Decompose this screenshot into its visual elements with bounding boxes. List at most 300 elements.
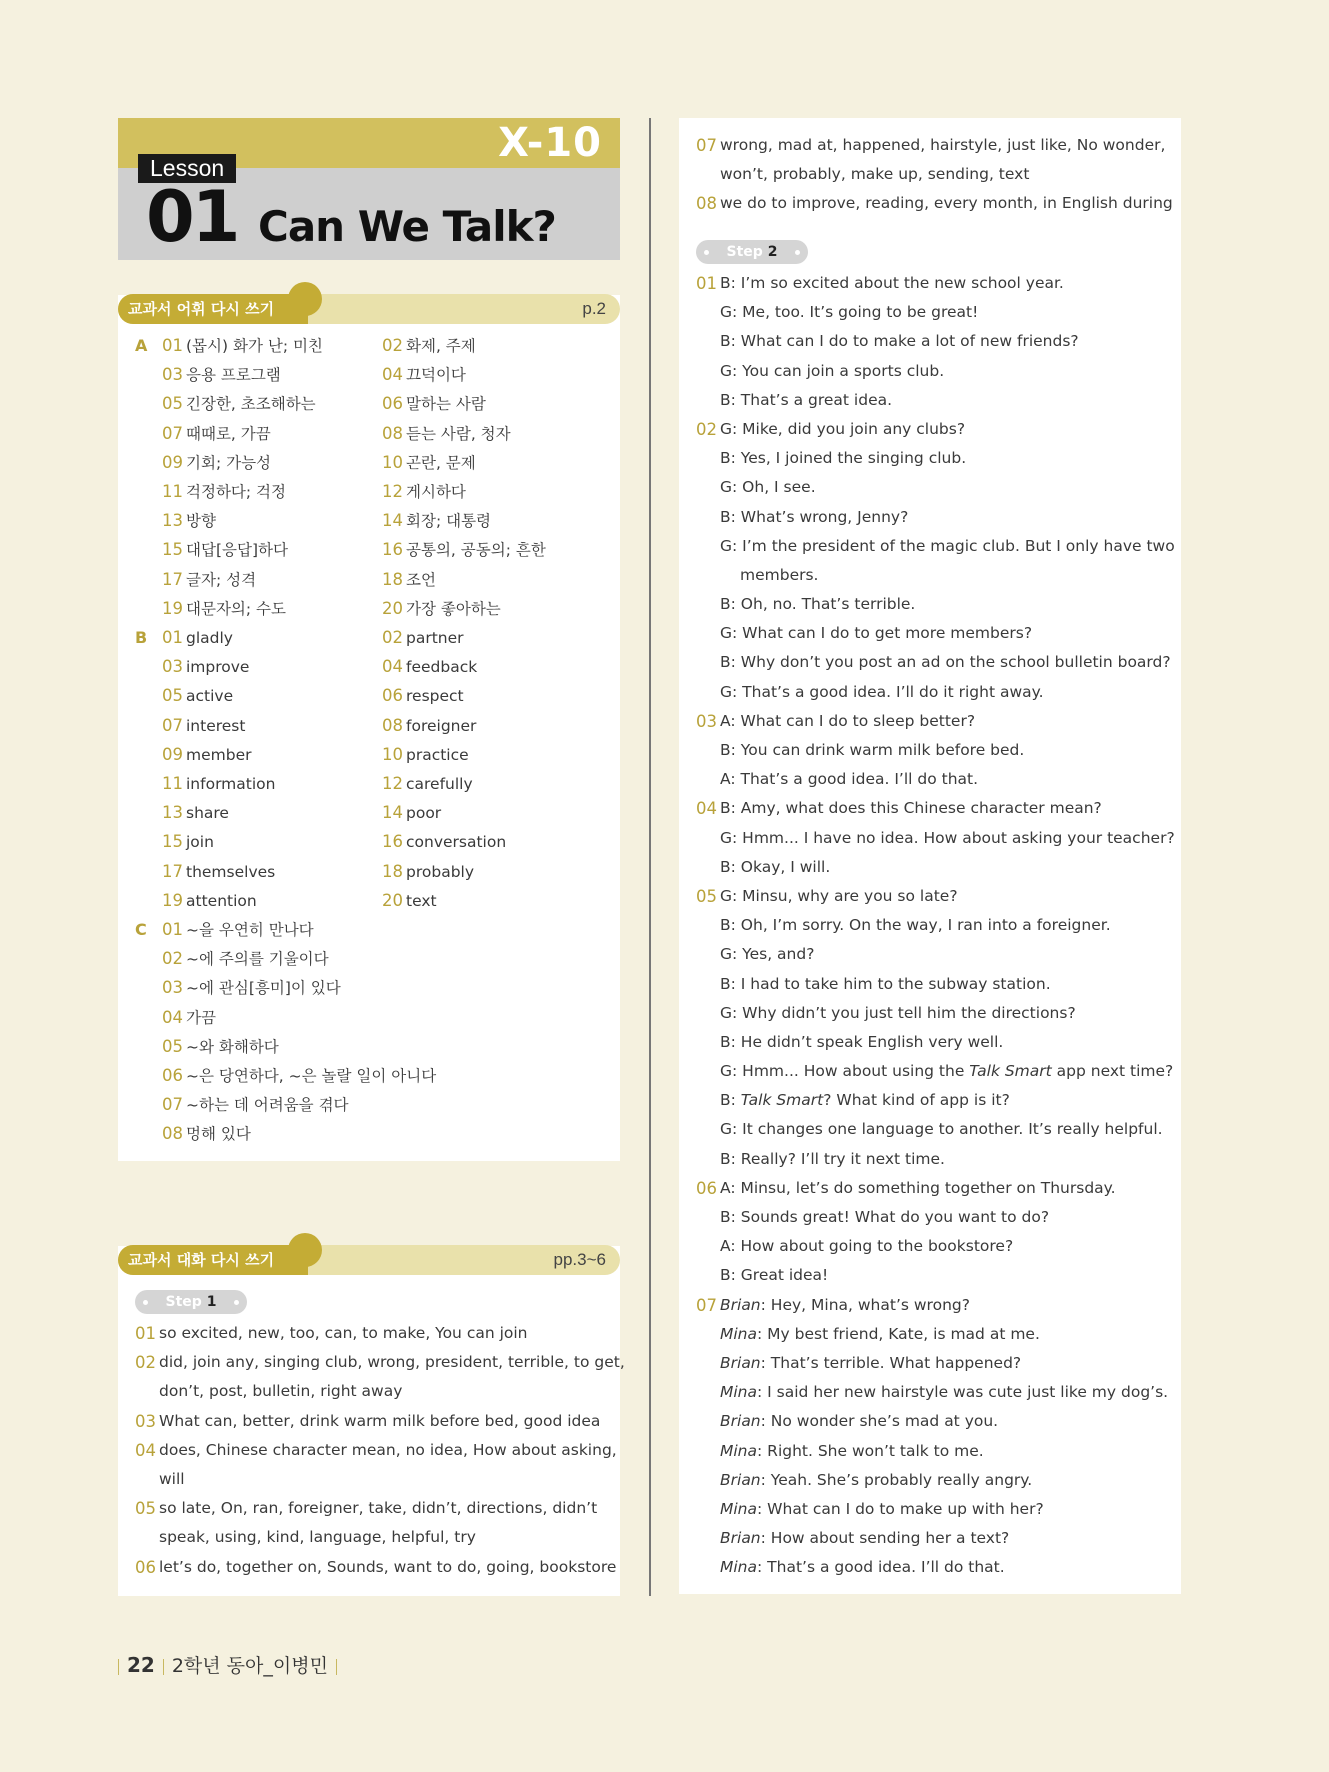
item-text: respect: [406, 687, 464, 706]
answer-line: [696, 1028, 1164, 1057]
vocab-item: [162, 1003, 436, 1032]
speaker: G: [720, 536, 733, 555]
item-number: 05: [162, 394, 183, 414]
vocab-item: [382, 740, 506, 769]
answer-text: G: Hmm... I have no idea. How about asking your teacher?: [720, 828, 1175, 847]
speaker: B: [720, 449, 731, 468]
answer-text: B: I’m so excited about the new school year.: [720, 274, 1064, 292]
vocab-item: [162, 623, 275, 652]
vocab-item: [162, 448, 323, 477]
answer-line: [696, 415, 1164, 444]
answer-line: [696, 1261, 1164, 1290]
item-text: gladly: [186, 629, 233, 647]
vocab-item: [162, 565, 323, 594]
vocab-item: [382, 857, 506, 886]
item-number: 07: [696, 136, 717, 155]
item-text: 대답[응답]하다: [186, 541, 288, 560]
speaker: B: [720, 274, 731, 292]
item-number: 14: [382, 511, 403, 531]
item-number: 01: [135, 1324, 156, 1343]
item-number: 11: [162, 773, 183, 793]
item-number: 09: [162, 452, 183, 472]
speaker: A: [720, 770, 731, 789]
answer-text: G: Why didn’t you just tell him the directions?: [720, 1003, 1076, 1022]
speaker: B: [720, 653, 731, 672]
item-number: 06: [162, 1065, 183, 1085]
vocab-item: [162, 857, 275, 886]
step1-number: 1: [206, 1294, 217, 1310]
answer-text: B: Amy, what does this Chinese character mean?: [720, 799, 1102, 818]
answer-text: wrong, mad at, happened, hairstyle, just like, No wonder,: [720, 136, 1166, 154]
item-text: 곤란, 문제: [406, 453, 476, 472]
item-number: 07: [162, 423, 183, 443]
speaker: B: [720, 390, 731, 409]
item-number: 04: [696, 799, 717, 819]
item-text: share: [186, 804, 229, 823]
answer-text: let’s do, together on, Sounds, want to do, going, bookstore: [159, 1557, 617, 1576]
answer-line: [135, 1494, 605, 1523]
item-number: 12: [382, 773, 403, 793]
answer-line: [696, 1466, 1164, 1495]
item-text: feedback: [406, 658, 478, 677]
speaker: G: [720, 1120, 733, 1139]
dot-icon: [234, 1300, 239, 1305]
speaker: G: [720, 1003, 733, 1022]
item-number: 18: [382, 861, 403, 881]
speaker: B: [720, 595, 731, 614]
answer-line: [696, 824, 1175, 853]
item-text: 가장 좋아하는: [406, 599, 501, 618]
item-text: ~와 화해하다: [186, 1037, 279, 1056]
answer-text: Mina: Right. She won’t talk to me.: [720, 1441, 984, 1460]
answer-text: B: Sounds great! What do you want to do?: [720, 1208, 1050, 1226]
answer-text: B: Talk Smart? What kind of app is it?: [720, 1091, 1010, 1110]
step2-dialogs: [696, 269, 1175, 1582]
vocab-item: [162, 798, 275, 827]
speaker: A: [720, 1178, 731, 1197]
vocab-item: [162, 1032, 436, 1061]
answer-text: B: Really? I’ll try it next time.: [720, 1149, 945, 1168]
speaker: A: [720, 1237, 731, 1256]
item-text: information: [186, 774, 276, 793]
answer-text: A: How about going to the bookstore?: [720, 1237, 1014, 1256]
vocab-item: [382, 652, 506, 681]
answer-line: [696, 648, 1171, 677]
answer-text: G: I’m the president of the magic club. But I only have two: [720, 536, 1175, 555]
vocab-item: [382, 389, 546, 418]
dialog-page-ref: pp.3~6: [553, 1250, 606, 1269]
answer-line: [696, 503, 1164, 532]
step2-pill: [696, 240, 808, 264]
answer-line: [696, 1553, 1164, 1582]
answer-text: speak, using, kind, language, helpful, try: [159, 1528, 476, 1547]
speaker: Brian: [720, 1295, 761, 1314]
item-number: 06: [696, 1178, 717, 1198]
item-number: 11: [162, 481, 183, 501]
speaker: G: [720, 1062, 733, 1081]
speaker: Brian: [720, 1412, 761, 1431]
speaker: G: [720, 419, 733, 438]
answer-text: B: Oh, I’m sorry. On the way, I ran into a foreigner.: [720, 916, 1111, 935]
answer-line: [696, 1115, 1164, 1144]
answer-text: B: He didn’t speak English very well.: [720, 1032, 1004, 1051]
answer-text: Brian: Yeah. She’s probably really angry.: [720, 1470, 1033, 1489]
answer-line: [696, 1174, 1164, 1203]
answer-line: [135, 1377, 605, 1406]
item-text: poor: [406, 804, 442, 823]
vocab-item: [162, 331, 323, 360]
item-text: 대문자의; 수도: [186, 599, 286, 618]
item-text: 화제, 주제: [406, 337, 476, 355]
item-number: 05: [162, 1036, 183, 1056]
section-letter-b: B: [135, 628, 148, 647]
answer-text: don’t, post, bulletin, right away: [159, 1382, 403, 1401]
speaker: B: [720, 1149, 731, 1168]
item-text: 게시하다: [406, 482, 466, 501]
answer-text: Brian: Hey, Mina, what’s wrong?: [720, 1295, 970, 1314]
item-number: 13: [162, 803, 183, 823]
item-number: 08: [382, 423, 403, 443]
item-text: 회장; 대통령: [406, 512, 492, 531]
answer-line: [696, 131, 1164, 160]
speaker: G: [720, 361, 733, 380]
answer-line: [696, 357, 1164, 386]
vocab-item: [162, 944, 436, 973]
item-number: 02: [696, 419, 717, 439]
vocab-a-right-column: [382, 331, 546, 623]
answer-text: G: Mike, did you join any clubs?: [720, 419, 966, 438]
vocab-page-ref: p.2: [582, 299, 606, 318]
vocab-item: [382, 506, 546, 535]
item-text: ~을 우연히 만나다: [186, 921, 314, 939]
answer-text: we do to improve, reading, every month, in English during: [720, 194, 1173, 213]
answer-line: [696, 794, 1164, 823]
item-text: ~하는 데 어려움을 겪다: [186, 1096, 349, 1115]
answer-text: Brian: How about sending her a text?: [720, 1529, 1010, 1548]
item-number: 02: [162, 949, 183, 969]
item-number: 01: [162, 920, 183, 939]
answer-text: B: What can I do to make a lot of new friends?: [720, 332, 1079, 351]
item-number: 01: [696, 274, 717, 293]
item-number: 15: [162, 832, 183, 852]
answer-line: [135, 1436, 617, 1465]
answer-line: [696, 444, 1164, 473]
vocab-item: [382, 360, 546, 389]
vocab-item: [162, 419, 323, 448]
item-number: 20: [382, 890, 403, 910]
vocab-item: [382, 798, 506, 827]
vocab-item: [382, 711, 506, 740]
speaker: Mina: [720, 1383, 758, 1402]
speaker: A: [720, 711, 731, 730]
answer-line: [696, 532, 1175, 561]
answer-line: [696, 298, 1164, 327]
item-text: 방향: [186, 512, 216, 531]
vocab-item: [382, 448, 546, 477]
answer-line: [696, 619, 1164, 648]
item-text: 긴장한, 초조해하는: [186, 395, 316, 414]
answer-line: [696, 1437, 1164, 1466]
section-letter-c: C: [135, 920, 147, 939]
item-number: 04: [382, 365, 403, 385]
answer-line: [696, 386, 1164, 415]
item-text: foreigner: [406, 716, 477, 735]
vocab-c-column: [162, 915, 436, 1149]
item-text: probably: [406, 862, 475, 881]
speaker: G: [720, 478, 733, 497]
item-text: ~에 관심[흥미]이 있다: [186, 979, 341, 998]
vocab-item: [382, 331, 546, 360]
answer-line: [696, 1407, 1164, 1436]
item-number: 07: [162, 715, 183, 735]
answer-text: B: Yes, I joined the singing club.: [720, 449, 967, 468]
answer-text: B: You can drink warm milk before bed.: [720, 741, 1025, 759]
item-text: join: [186, 833, 214, 852]
dot-icon: [704, 250, 709, 255]
answer-text: members.: [740, 565, 819, 584]
item-text: (몹시) 화가 난; 미친: [186, 337, 323, 355]
vocab-item: [162, 652, 275, 681]
item-number: 18: [382, 569, 403, 589]
answer-line: [135, 1319, 605, 1348]
vocab-item: [162, 477, 323, 506]
vocab-item: [382, 769, 506, 798]
answer-text: G: What can I do to get more members?: [720, 624, 1033, 643]
item-text: practice: [406, 745, 469, 764]
item-text: 멍해 있다: [186, 1125, 251, 1144]
answer-line: [696, 1349, 1164, 1378]
lesson-header: [118, 118, 620, 260]
item-number: 07: [696, 1295, 717, 1315]
answer-text: G: Me, too. It’s going to be great!: [720, 303, 979, 322]
answer-line: [696, 327, 1164, 356]
answer-text: B: I had to take him to the subway station.: [720, 974, 1051, 993]
step1-answers: [135, 1319, 625, 1582]
answer-line: [696, 189, 1173, 218]
item-number: 02: [382, 336, 403, 355]
item-text: 듣는 사람, 청자: [406, 424, 511, 443]
vocab-item: [162, 594, 323, 623]
answer-line: [696, 970, 1164, 999]
vocab-item: [162, 1061, 436, 1090]
answer-line: [696, 1291, 1164, 1320]
answer-text: A: That’s a good idea. I’ll do that.: [720, 770, 979, 789]
app-name: Talk Smart: [740, 1091, 824, 1110]
item-number: 04: [162, 1007, 183, 1027]
item-number: 04: [382, 657, 403, 677]
answer-text: A: What can I do to sleep better?: [720, 711, 976, 730]
answer-line: [696, 473, 1164, 502]
vocab-banner-label: 교과서 어휘 다시 쓰기: [118, 294, 308, 324]
item-text: themselves: [186, 862, 276, 881]
answer-text: G: Hmm... How about using the Talk Smart app next time?: [720, 1062, 1174, 1081]
speaker: G: [720, 945, 733, 964]
vocab-item: [162, 506, 323, 535]
answer-text: G: Yes, and?: [720, 945, 815, 964]
answer-line: [135, 1407, 605, 1436]
item-text: interest: [186, 716, 246, 735]
answer-line: [696, 1145, 1164, 1174]
answer-text: B: What’s wrong, Jenny?: [720, 507, 909, 526]
answer-text: Brian: That’s terrible. What happened?: [720, 1353, 1022, 1372]
item-number: 02: [382, 628, 403, 647]
vocab-item: [162, 681, 275, 710]
item-text: 기회; 가능성: [186, 453, 272, 472]
answer-line: [696, 160, 1164, 189]
item-number: 20: [382, 598, 403, 618]
answer-line: [696, 269, 1164, 298]
item-number: 08: [696, 194, 717, 214]
speaker: G: [720, 682, 733, 701]
vocab-item: [162, 915, 436, 944]
item-text: carefully: [406, 774, 473, 793]
speaker: Brian: [720, 1470, 761, 1489]
speaker: Mina: [720, 1441, 758, 1460]
answer-line: [696, 1232, 1164, 1261]
speaker: G: [720, 828, 733, 847]
item-text: 응용 프로그램: [186, 366, 281, 385]
item-text: 공통의, 공동의; 흔한: [406, 541, 546, 560]
speaker: B: [720, 974, 731, 993]
answer-line: [696, 911, 1164, 940]
item-number: 16: [382, 832, 403, 852]
dialog-section-banner: [118, 1245, 620, 1275]
vocab-item: [162, 360, 323, 389]
step1-answers-continued: [696, 131, 1173, 219]
item-number: 01: [162, 628, 183, 647]
vocab-item: [162, 389, 323, 418]
item-number: 03: [162, 978, 183, 998]
item-number: 14: [382, 803, 403, 823]
vocab-item: [382, 477, 546, 506]
speaker: G: [720, 303, 733, 322]
answer-text: G: You can join a sports club.: [720, 361, 945, 380]
speaker: Brian: [720, 1353, 761, 1372]
lesson-tag: Lesson: [138, 154, 236, 183]
item-number: 06: [382, 394, 403, 414]
item-number: 03: [162, 365, 183, 385]
answer-line: [696, 1524, 1164, 1553]
speaker: B: [720, 741, 731, 759]
answer-line: [696, 736, 1164, 765]
answer-line: [696, 1203, 1164, 1232]
vocab-item: [162, 535, 323, 564]
dialog-banner-label: 교과서 대화 다시 쓰기: [118, 1245, 308, 1275]
answer-line: [135, 1348, 625, 1377]
answer-text: Mina: That’s a good idea. I’ll do that.: [720, 1558, 1005, 1577]
vocab-item: [382, 827, 506, 856]
item-text: ~은 당연하다, ~은 놀랄 일이 아니다: [186, 1066, 437, 1085]
answer-text: so late, On, ran, foreigner, take, didn’t, directions, didn’t: [159, 1499, 598, 1518]
item-text: 글자; 성격: [186, 570, 257, 589]
answer-text: B: Great idea!: [720, 1266, 829, 1285]
column-divider: [649, 118, 651, 1596]
answer-line: [135, 1553, 617, 1582]
answer-text: will: [159, 1469, 185, 1488]
item-number: 17: [162, 569, 183, 589]
item-number: 08: [162, 1124, 183, 1144]
lesson-title: Can We Talk?: [258, 202, 556, 251]
answer-line: [135, 1465, 605, 1494]
item-text: 조언: [406, 570, 436, 589]
item-number: 03: [696, 711, 717, 731]
item-number: 06: [135, 1557, 156, 1577]
vocab-item: [162, 827, 275, 856]
vocab-item: [382, 886, 506, 915]
dot-icon: [795, 250, 800, 255]
item-number: 01: [162, 336, 183, 355]
answer-line: [696, 940, 1164, 969]
speaker: Mina: [720, 1558, 758, 1577]
item-number: 02: [135, 1353, 156, 1373]
app-name: Talk Smart: [969, 1062, 1052, 1081]
vocab-a-left-column: [162, 331, 323, 623]
answer-line: [696, 1057, 1174, 1086]
answer-text: so excited, new, too, can, to make, You can join: [159, 1324, 528, 1342]
item-number: 03: [135, 1411, 156, 1431]
answer-line: [696, 561, 1164, 590]
page-footer: [118, 1652, 345, 1678]
item-text: 때때로, 가끔: [186, 424, 271, 443]
item-number: 15: [162, 540, 183, 560]
answer-line: [696, 590, 1164, 619]
step2-label: Step: [726, 244, 763, 260]
answer-line: [696, 853, 1164, 882]
lesson-number: 01: [146, 176, 238, 258]
item-text: attention: [186, 891, 257, 910]
item-text: text: [406, 891, 437, 910]
item-number: 19: [162, 598, 183, 618]
answer-line: [696, 882, 1164, 911]
answer-text: G: Minsu, why are you so late?: [720, 886, 958, 905]
answer-text: Brian: No wonder she’s mad at you.: [720, 1412, 999, 1431]
item-text: 가끔: [186, 1008, 216, 1027]
answer-line: [135, 1523, 605, 1552]
item-number: 10: [382, 744, 403, 764]
book-label: 2학년 동아_이병민: [171, 1655, 328, 1677]
answer-text: A: Minsu, let’s do something together on Thursday.: [720, 1178, 1116, 1197]
item-text: improve: [186, 658, 250, 677]
vocab-item: [382, 535, 546, 564]
answer-text: B: Okay, I will.: [720, 857, 831, 876]
answer-text: G: It changes one language to another. It’s really helpful.: [720, 1120, 1163, 1139]
vocab-b-right-column: [382, 623, 506, 915]
answer-line: [696, 678, 1164, 707]
item-number: 07: [162, 1095, 183, 1115]
speaker: G: [720, 886, 733, 905]
speaker: B: [720, 1091, 731, 1110]
vocab-item: [382, 681, 506, 710]
step2-number: 2: [767, 244, 778, 260]
section-letter-a: A: [135, 336, 148, 355]
vocab-item: [382, 419, 546, 448]
item-number: 05: [696, 886, 717, 906]
answer-text: G: Oh, I see.: [720, 478, 816, 497]
vocab-item: [162, 973, 436, 1002]
answer-text: G: That’s a good idea. I’ll do it right away.: [720, 682, 1044, 701]
item-number: 04: [135, 1440, 156, 1460]
item-number: 12: [382, 481, 403, 501]
answer-text: Mina: My best friend, Kate, is mad at me.: [720, 1324, 1040, 1343]
speaker: Mina: [720, 1499, 758, 1518]
answer-line: [696, 1320, 1164, 1349]
item-text: active: [186, 687, 234, 706]
answer-text: won’t, probably, make up, sending, text: [720, 165, 1030, 184]
unit-code: X-10: [498, 120, 602, 166]
item-text: conversation: [406, 833, 507, 852]
answer-line: [696, 999, 1164, 1028]
speaker: G: [720, 624, 733, 643]
